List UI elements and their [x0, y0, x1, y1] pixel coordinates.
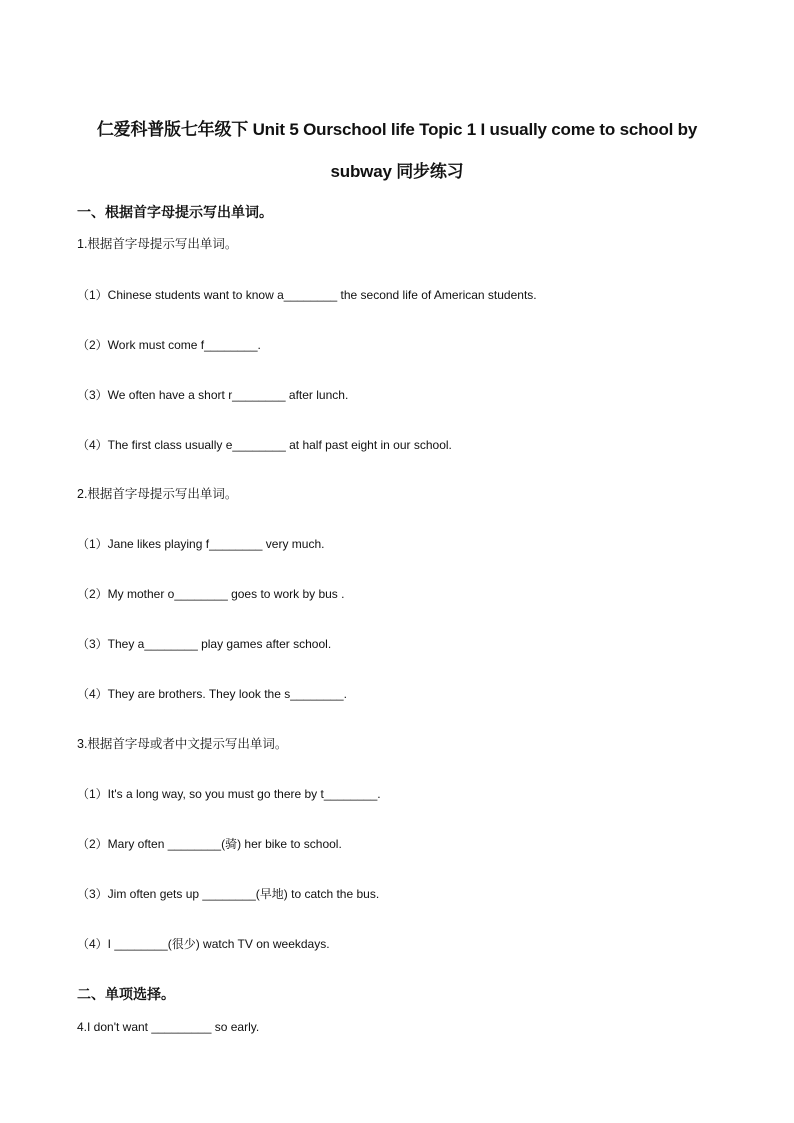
question-2-item-4: （4）They are brothers. They look the s________. [77, 687, 347, 701]
document-title-line-1: 仁爱科普版七年级下 Unit 5 Ourschool life Topic 1 I usually come to school by [96, 120, 698, 139]
section-heading-1: 一、根据首字母提示写出单词。 [77, 204, 273, 220]
question-2-title: 2.根据首字母提示写出单词。 [77, 487, 238, 501]
question-3-item-3: （3）Jim often gets up ________(早地) to catch the bus. [77, 887, 380, 901]
question-3-item-4: （4）I ________(很少) watch TV on weekdays. [77, 937, 330, 951]
question-3-title: 3.根据首字母或者中文提示写出单词。 [77, 737, 288, 751]
question-1-item-1: （1）Chinese students want to know a________ the second life of American students. [77, 288, 537, 302]
question-2-item-3: （3）They a________ play games after school. [77, 637, 332, 651]
question-1-item-4: （4）The first class usually e________ at half past eight in our school. [77, 438, 452, 452]
question-1-item-3: （3）We often have a short r________ after lunch. [77, 388, 349, 402]
question-1-title: 1.根据首字母提示写出单词。 [77, 237, 238, 251]
section-heading-2: 二、单项选择。 [77, 986, 175, 1002]
question-4-title: 4.I don't want _________ so early. [77, 1020, 260, 1034]
question-1-item-2: （2）Work must come f________. [77, 338, 261, 352]
document-title-line-2: subway 同步练习 [330, 162, 464, 181]
question-3-item-1: （1）It's a long way, so you must go there by t________. [77, 787, 381, 801]
question-2-item-2: （2）My mother o________ goes to work by bus . [77, 587, 345, 601]
question-2-item-1: （1）Jane likes playing f________ very much. [77, 537, 325, 551]
question-3-item-2: （2）Mary often ________(骑) her bike to school. [77, 837, 342, 851]
